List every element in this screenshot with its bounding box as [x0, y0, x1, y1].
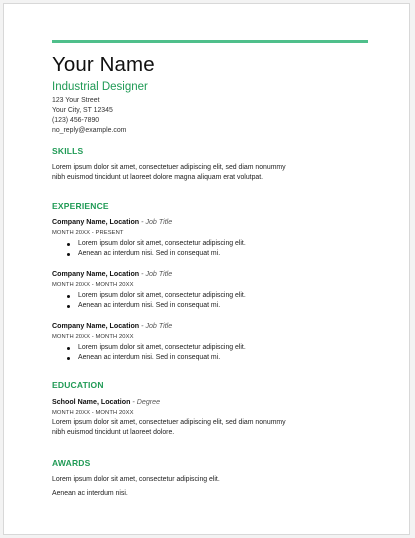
contact-phone: (123) 456-7890: [52, 117, 100, 124]
education-text: [52, 418, 368, 438]
job-sep: -: [139, 218, 146, 226]
list-item: Aenean ac interdum nisi. Sed in consequat mi.: [78, 353, 368, 363]
job-dates: MONTH 20XX - PRESENT: [52, 230, 124, 236]
contact-email: no_reply@example.com: [52, 127, 127, 134]
contact-city: Your City, ST 12345: [52, 107, 113, 114]
job-role: Industrial Designer: [52, 81, 148, 93]
list-item: Lorem ipsum dolor sit amet, consectetur adipiscing elit.: [78, 291, 368, 301]
list-item: Lorem ipsum dolor sit amet, consectetur adipiscing elit.: [78, 343, 368, 353]
awards-line: Aenean ac interdum nisi.: [52, 490, 128, 497]
contact-block: [52, 96, 368, 136]
person-name: Your Name: [52, 53, 155, 76]
job-bullets: [52, 239, 368, 259]
list-item: Aenean ac interdum nisi. Sed in consequat mi.: [78, 249, 368, 259]
education-line: Lorem ipsum dolor sit amet, consectetuer adipiscing elit, sed diam nonummy: [52, 419, 286, 426]
skills-title: SKILLS: [52, 146, 84, 156]
job-bullets: [52, 343, 368, 363]
skills-line: Lorem ipsum dolor sit amet, consectetuer adipiscing elit, sed diam nonummy: [52, 164, 286, 171]
job-heading: [52, 217, 368, 227]
job-dates: MONTH 20XX - MONTH 20XX: [52, 282, 134, 288]
job-dates: MONTH 20XX - MONTH 20XX: [52, 334, 134, 340]
job-entry: [52, 217, 368, 259]
job-company: Company Name, Location: [52, 270, 140, 278]
job-entry: [52, 269, 368, 311]
awards-line: Lorem ipsum dolor sit amet, consectetur adipiscing elit.: [52, 476, 220, 483]
job-company: Company Name, Location: [52, 218, 140, 226]
education-line: nibh euismod tincidunt ut laoreet dolore.: [52, 429, 175, 436]
school-name: School Name, Location: [52, 398, 131, 406]
job-entry: [52, 321, 368, 363]
contact-street: 123 Your Street: [52, 97, 100, 104]
education-sep: -: [130, 398, 137, 406]
list-item: Lorem ipsum dolor sit amet, consectetur adipiscing elit.: [78, 239, 368, 249]
skills-line: nibh euismod tincidunt ut laoreet dolore magna aliquam erat volutpat.: [52, 174, 264, 181]
education-section: [52, 380, 368, 438]
job-title: Job Title: [145, 322, 173, 330]
job-title: Job Title: [145, 218, 173, 226]
list-item: Aenean ac interdum nisi. Sed in consequat mi.: [78, 301, 368, 311]
skills-section: [52, 146, 368, 183]
education-dates: MONTH 20XX - MONTH 20XX: [52, 410, 134, 416]
education-title: EDUCATION: [52, 380, 104, 390]
job-company: Company Name, Location: [52, 322, 140, 330]
job-bullets: [52, 291, 368, 311]
document-page: [3, 3, 410, 535]
awards-section: [52, 458, 368, 499]
header-rule: [52, 40, 368, 43]
experience-section: [52, 201, 368, 363]
education-heading: [52, 397, 368, 407]
experience-title: EXPERIENCE: [52, 201, 109, 211]
job-heading: [52, 321, 368, 331]
resume-content: [52, 40, 368, 497]
awards-title: AWARDS: [52, 458, 91, 468]
degree: Degree: [136, 398, 161, 406]
job-heading: [52, 269, 368, 279]
education-entry: [52, 397, 368, 438]
job-sep: -: [139, 270, 146, 278]
skills-text: [52, 163, 368, 183]
job-sep: -: [139, 322, 146, 330]
job-title: Job Title: [145, 270, 173, 278]
